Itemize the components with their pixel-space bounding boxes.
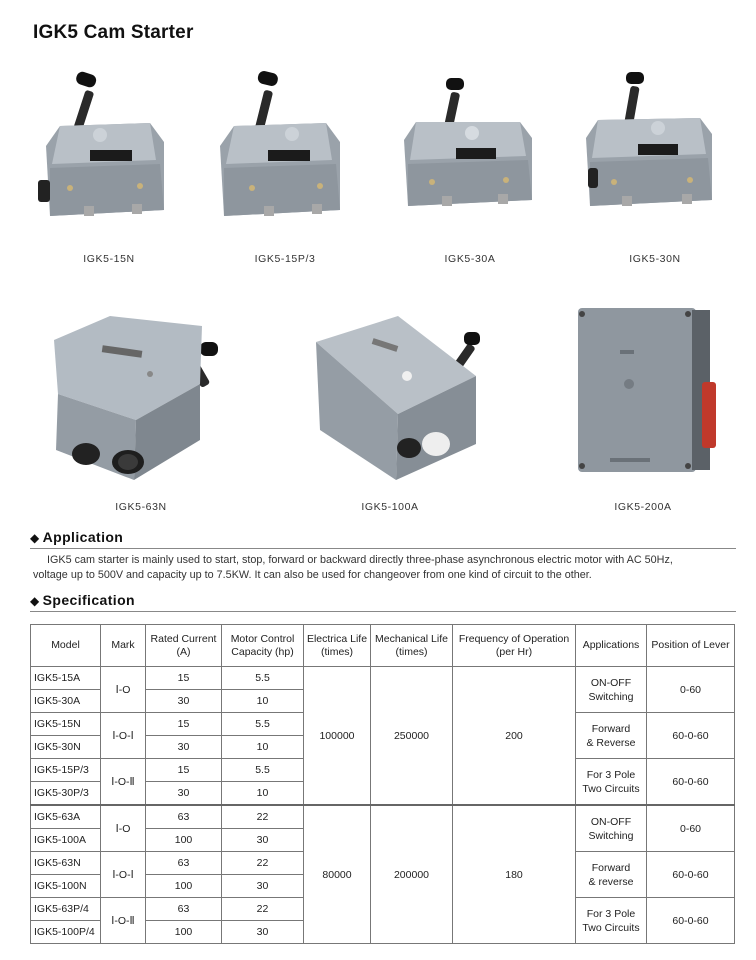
application-cell (576, 852, 647, 898)
column-header: Model (31, 625, 101, 667)
product-image-igk5-200a (574, 306, 722, 478)
motor-capacity-cell: 10 (222, 782, 304, 806)
motor-capacity-cell: 30 (222, 829, 304, 852)
column-header: Mark (101, 625, 146, 667)
table-row (31, 667, 735, 690)
application-line: For 3 Pole (586, 907, 636, 920)
product-caption: IGK5-30A (444, 253, 496, 265)
lever-position-cell: 0-60 (647, 667, 735, 713)
product-caption: IGK5-15N (83, 253, 135, 265)
product-image-igk5-30n (584, 72, 716, 228)
column-header: Frequency of Operation (per Hr) (453, 625, 576, 667)
table-header-row (31, 625, 735, 667)
mechanical-life-cell: 250000 (371, 667, 453, 806)
model-cell: IGK5-15P/3 (31, 759, 101, 782)
application-cell (576, 759, 647, 806)
motor-capacity-cell: 22 (222, 852, 304, 875)
rated-current-cell: 30 (146, 690, 222, 713)
rated-current-cell: 15 (146, 667, 222, 690)
model-cell: IGK5-100P/4 (31, 921, 101, 944)
rated-current-cell: 15 (146, 713, 222, 736)
motor-capacity-cell: 10 (222, 690, 304, 713)
motor-capacity-cell: 30 (222, 921, 304, 944)
application-line: voltage up to 500V and capacity up to 7.5KW. It can also be used for changeover from one kind of circuit to the other. (33, 569, 592, 581)
lever-position-cell: 60-0-60 (647, 713, 735, 759)
model-cell: IGK5-63A (31, 805, 101, 829)
motor-capacity-cell: 5.5 (222, 759, 304, 782)
column-header: Electrica Life (times) (304, 625, 371, 667)
frequency-cell: 180 (453, 805, 576, 944)
motor-capacity-cell: 5.5 (222, 667, 304, 690)
mark-cell: Ⅰ-O-Ⅱ (101, 759, 146, 806)
rated-current-cell: 100 (146, 829, 222, 852)
model-cell: IGK5-30N (31, 736, 101, 759)
mark-cell: Ⅰ-O (101, 667, 146, 713)
application-text (33, 553, 745, 583)
mechanical-life-cell: 200000 (371, 805, 453, 944)
model-cell: IGK5-100N (31, 875, 101, 898)
column-header: Motor Control Capacity (hp) (222, 625, 304, 667)
motor-capacity-cell: 10 (222, 736, 304, 759)
mark-cell: Ⅰ-O (101, 805, 146, 852)
rated-current-cell: 63 (146, 852, 222, 875)
page-title: IGK5 Cam Starter (33, 22, 194, 43)
product-image-igk5-30a (402, 78, 534, 228)
application-line: Two Circuits (582, 782, 640, 795)
product-image-igk5-63n (50, 312, 225, 484)
application-line: & Reverse (586, 736, 636, 749)
product-image-igk5-100a (312, 314, 487, 484)
product-caption: IGK5-30N (629, 253, 681, 265)
electrical-life-cell: 80000 (304, 805, 371, 944)
rated-current-cell: 30 (146, 736, 222, 759)
mark-cell: Ⅰ-O-Ⅱ (101, 898, 146, 944)
specification-table (30, 624, 735, 944)
application-line: & reverse (588, 875, 634, 888)
application-line: Switching (588, 829, 634, 842)
model-cell: IGK5-63P/4 (31, 898, 101, 921)
lever-position-cell: 60-0-60 (647, 852, 735, 898)
section-divider (30, 611, 736, 612)
model-cell: IGK5-15N (31, 713, 101, 736)
product-caption: IGK5-100A (361, 501, 419, 513)
model-cell: IGK5-100A (31, 829, 101, 852)
motor-capacity-cell: 30 (222, 875, 304, 898)
diamond-bullet-icon: ◆ (30, 531, 40, 545)
motor-capacity-cell: 5.5 (222, 713, 304, 736)
specification-heading: ◆ Specification (30, 592, 135, 608)
application-cell (576, 713, 647, 759)
rated-current-cell: 63 (146, 805, 222, 829)
product-caption: IGK5-63N (115, 501, 167, 513)
rated-current-cell: 30 (146, 782, 222, 806)
column-header: Applications (576, 625, 647, 667)
application-cell (576, 898, 647, 944)
column-header: Rated Current (A) (146, 625, 222, 667)
column-header: Position of Lever (647, 625, 735, 667)
application-line: Forward (591, 722, 631, 735)
mark-cell: Ⅰ-O-Ⅰ (101, 713, 146, 759)
application-line: IGK5 cam starter is mainly used to start, stop, forward or backward directly three-phase asynchronous electric motor with AC 50Hz, (47, 554, 673, 566)
column-header: Mechanical Life (times) (371, 625, 453, 667)
model-cell: IGK5-63N (31, 852, 101, 875)
product-caption: IGK5-200A (614, 501, 672, 513)
product-image-igk5-15p3 (216, 68, 348, 233)
section-divider (30, 548, 736, 549)
application-line: ON-OFF (590, 676, 632, 689)
application-cell (576, 667, 647, 713)
diamond-bullet-icon: ◆ (30, 594, 40, 608)
model-cell: IGK5-30A (31, 690, 101, 713)
mark-cell: Ⅰ-O-Ⅰ (101, 852, 146, 898)
lever-position-cell: 60-0-60 (647, 898, 735, 944)
model-cell: IGK5-15A (31, 667, 101, 690)
model-cell: IGK5-30P/3 (31, 782, 101, 806)
lever-position-cell: 60-0-60 (647, 759, 735, 806)
rated-current-cell: 15 (146, 759, 222, 782)
frequency-cell: 200 (453, 667, 576, 806)
application-line: For 3 Pole (586, 768, 636, 781)
application-line: Two Circuits (582, 921, 640, 934)
rated-current-cell: 100 (146, 921, 222, 944)
rated-current-cell: 63 (146, 898, 222, 921)
application-line: Switching (588, 690, 634, 703)
lever-position-cell: 0-60 (647, 805, 735, 852)
application-line: Forward (591, 861, 631, 874)
product-image-igk5-15n (38, 68, 170, 233)
electrical-life-cell: 100000 (304, 667, 371, 806)
application-cell (576, 805, 647, 852)
application-heading: ◆ Application (30, 529, 124, 545)
table-row (31, 805, 735, 829)
motor-capacity-cell: 22 (222, 898, 304, 921)
motor-capacity-cell: 22 (222, 805, 304, 829)
rated-current-cell: 100 (146, 875, 222, 898)
application-line: ON-OFF (590, 815, 632, 828)
product-caption: IGK5-15P/3 (254, 253, 316, 265)
